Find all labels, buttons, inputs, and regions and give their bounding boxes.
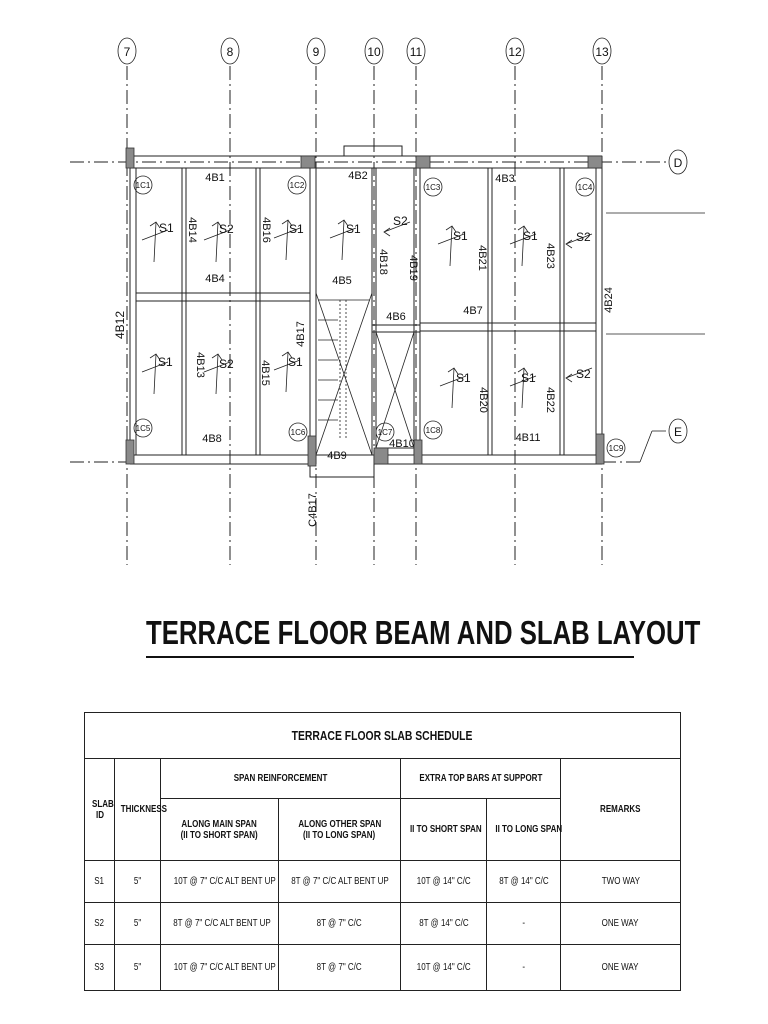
grid-bubble-8 (221, 38, 239, 64)
svg-text:1C4: 1C4 (577, 183, 593, 192)
cell-other-span: 8T @ 7" C/C (279, 945, 401, 991)
beam-lines (130, 146, 705, 477)
table-row (85, 861, 681, 903)
cell-slab-id: S2 (85, 903, 115, 945)
header-extra-top-bars: EXTRA TOP BARS AT SUPPORT (401, 759, 561, 799)
beam-label: 4B16 (260, 217, 272, 243)
beam-label: 4B2 (348, 170, 368, 182)
slab-mark (274, 352, 303, 392)
cell-short-span: 10T @ 14" C/C (401, 861, 487, 903)
beam-label: 4B18 (377, 249, 389, 275)
cell-long-span: 8T @ 14" C/C (487, 861, 561, 903)
slab-symbols (142, 214, 592, 408)
beam-label: 4B7 (463, 305, 483, 317)
cell-short-span: 10T @ 14" C/C (401, 945, 487, 991)
cell-short-span: 8T @ 14" C/C (401, 903, 487, 945)
slab-mark (510, 226, 538, 266)
svg-text:S1: S1 (453, 229, 468, 243)
grid-bubble-9 (307, 38, 325, 64)
beam-label: 4B15 (259, 360, 271, 386)
svg-text:S2: S2 (393, 214, 408, 228)
beam-label: 4B24 (603, 287, 615, 313)
cell-slab-id: S3 (85, 945, 115, 991)
svg-text:12: 12 (508, 45, 522, 59)
svg-text:S2: S2 (219, 357, 234, 371)
beam-label: 4B11 (515, 432, 541, 444)
svg-text:S1: S1 (456, 371, 471, 385)
header-along-other-span: ALONG OTHER SPAN (II TO LONG SPAN) (279, 799, 401, 861)
beam-label: 4B23 (544, 243, 556, 269)
cell-remarks: TWO WAY (561, 861, 681, 903)
table-row (85, 945, 681, 991)
grid-bubble-D (669, 150, 687, 174)
beam-label: 4B6 (386, 311, 406, 323)
slab-mark (566, 230, 592, 248)
grid-bubble-E (669, 419, 687, 443)
column-tag (289, 423, 307, 441)
svg-text:1C9: 1C9 (608, 444, 624, 453)
slab-mark (274, 220, 304, 260)
header-slab-id: SLAB ID (85, 759, 115, 861)
cell-long-span: - (487, 945, 561, 991)
svg-text:S2: S2 (576, 230, 591, 244)
beam-label: C4B17 (307, 493, 319, 527)
svg-text:1C2: 1C2 (289, 181, 305, 190)
svg-text:D: D (673, 156, 683, 170)
grid-bubble-7 (118, 38, 136, 64)
column-tag (134, 176, 152, 194)
slab-mark (142, 354, 173, 394)
column-tag (288, 176, 306, 194)
beam-label: 4B9 (327, 450, 347, 462)
column-labels (134, 176, 625, 457)
cell-long-span: - (487, 903, 561, 945)
beam-label: 4B4 (205, 273, 225, 285)
beam-label: 4B21 (476, 245, 488, 271)
beam-label: 4B8 (202, 433, 222, 445)
svg-text:1C7: 1C7 (377, 428, 393, 437)
svg-text:S2: S2 (219, 222, 234, 236)
title-underline (146, 656, 634, 658)
schedule-caption: TERRACE FLOOR SLAB SCHEDULE (85, 713, 681, 759)
slab-mark (440, 368, 471, 408)
svg-text:S1: S1 (346, 222, 361, 236)
svg-text:S2: S2 (576, 367, 591, 381)
svg-text:8: 8 (226, 45, 234, 59)
svg-text:13: 13 (595, 45, 609, 59)
svg-text:1C1: 1C1 (135, 181, 151, 190)
beam-label: 4B14 (186, 217, 198, 243)
cell-main-span: 10T @ 7" C/C ALT BENT UP (161, 945, 279, 991)
slab-mark (438, 226, 468, 266)
beam-label: 4B22 (544, 387, 556, 413)
cell-slab-id: S1 (85, 861, 115, 903)
header-remarks: REMARKS (561, 759, 681, 861)
grid-bubble-13 (593, 38, 611, 64)
cell-remarks: ONE WAY (561, 903, 681, 945)
table-row (85, 903, 681, 945)
grid-lines (70, 66, 666, 565)
slab-mark (142, 221, 174, 262)
column-tag (424, 421, 442, 439)
column-tag (576, 178, 594, 196)
svg-text:S1: S1 (289, 222, 304, 236)
beam-label: 4B3 (495, 173, 515, 185)
grid-bubble-11 (407, 38, 425, 64)
slab-mark (510, 368, 536, 408)
column-tag (607, 439, 625, 457)
beam-label: 4B17 (295, 321, 307, 347)
cell-other-span: 8T @ 7" C/C ALT BENT UP (279, 861, 401, 903)
beam-label: 4B20 (477, 387, 489, 413)
grid-bubble-10 (365, 38, 383, 64)
cell-thickness: 5" (115, 903, 161, 945)
cell-remarks: ONE WAY (561, 945, 681, 991)
beam-label: 4B1 (205, 172, 225, 184)
cell-main-span: 8T @ 7" C/C ALT BENT UP (161, 903, 279, 945)
svg-text:S1: S1 (523, 229, 538, 243)
slab-mark (384, 214, 410, 236)
svg-text:E: E (673, 425, 683, 439)
beam-label: 4B5 (332, 275, 352, 287)
svg-text:S1: S1 (159, 221, 174, 235)
svg-text:S1: S1 (158, 355, 173, 369)
beam-label: 4B19 (407, 255, 419, 281)
beam-label: 4B13 (194, 352, 206, 378)
beam-label: 4B12 (113, 310, 127, 340)
header-thickness: THICKNESS (115, 759, 161, 861)
svg-text:1C5: 1C5 (135, 424, 151, 433)
svg-text:1C8: 1C8 (425, 426, 441, 435)
svg-text:1C3: 1C3 (425, 183, 441, 192)
slab-mark (330, 220, 361, 260)
drawing-title: TERRACE FLOOR BEAM AND SLAB LAYOUT (146, 614, 701, 651)
svg-text:10: 10 (367, 45, 381, 59)
column-tag (134, 419, 152, 437)
svg-text:11: 11 (409, 45, 423, 59)
svg-text:S1: S1 (288, 355, 303, 369)
slab-mark (566, 367, 592, 382)
svg-text:1C6: 1C6 (290, 428, 306, 437)
beam-label: 4B10 (389, 438, 415, 450)
cell-other-span: 8T @ 7" C/C (279, 903, 401, 945)
header-span-reinforcement: SPAN REINFORCEMENT (161, 759, 401, 799)
cell-thickness: 5" (115, 861, 161, 903)
columns (126, 148, 604, 466)
svg-text:7: 7 (123, 45, 131, 59)
grid-bubble-12 (506, 38, 524, 64)
header-along-main-span: ALONG MAIN SPAN (II TO SHORT SPAN) (161, 799, 279, 861)
header-long-span: II TO LONG SPAN (487, 799, 561, 861)
svg-text:9: 9 (312, 45, 320, 59)
beam-labels (113, 170, 615, 527)
column-tag (424, 178, 442, 196)
cell-thickness: 5" (115, 945, 161, 991)
svg-text:S1: S1 (521, 371, 536, 385)
header-short-span: II TO SHORT SPAN (401, 799, 487, 861)
slab-schedule-table (84, 712, 681, 991)
cell-main-span: 10T @ 7" C/C ALT BENT UP (161, 861, 279, 903)
